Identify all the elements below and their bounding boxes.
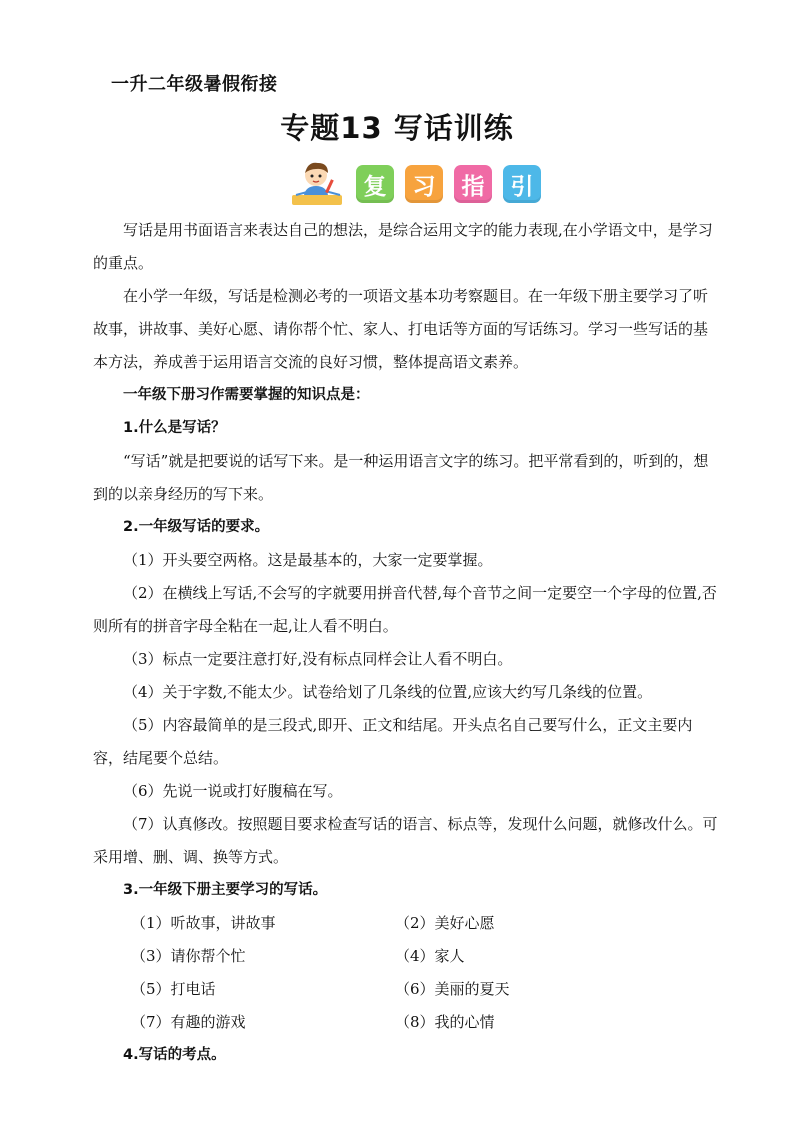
requirement-item: （5）内容最简单的是三段式,即开、正文和结尾。开头点名自己要写什么，正文主要内容，结尾要个总结。 xyxy=(93,716,693,767)
topic-item: （8）我的心情 xyxy=(395,1013,495,1031)
page-title: 专题13 写话训练 xyxy=(280,111,514,145)
requirement-item: （2）在横线上写话,不会写的字就要用拼音代替,每个音节之间一定要空一个字母的位置,否则所有的拼音字母全粘在一起,让人看不明白。 xyxy=(93,584,717,635)
tile-zhi: 指 xyxy=(454,165,492,203)
section-1-body: “写话”就是把要说的话写下来。是一种运用语言文字的练习。把平常看到的，听到的，想到的以亲身经历的写下来。 xyxy=(93,452,709,503)
topic-item: （1）听故事，讲故事 xyxy=(131,914,276,932)
topic-item: （2）美好心愿 xyxy=(395,914,495,932)
section-3-heading: 3.一年级下册主要学习的写话。 xyxy=(123,882,328,898)
series-label: 一升二年级暑假衔接 xyxy=(111,74,278,95)
topic-item: （4）家人 xyxy=(395,947,465,965)
review-guide-banner xyxy=(290,158,552,210)
student-reading-icon xyxy=(290,159,346,209)
knowledge-heading: 一年级下册习作需要掌握的知识点是： xyxy=(123,387,370,403)
requirement-item: （6）先说一说或打好腹稿在写。 xyxy=(123,782,343,800)
intro-paragraph-1: 写话是用书面语言来表达自己的想法，是综合运用文字的能力表现,在小学语文中，是学习的重点。 xyxy=(93,221,713,272)
tile-fu: 复 xyxy=(356,165,394,203)
topic-item: （5）打电话 xyxy=(131,980,216,998)
section-4-heading: 4.写话的考点。 xyxy=(123,1047,226,1063)
tile-yin: 引 xyxy=(503,165,541,203)
topics-grid xyxy=(93,907,721,1039)
topic-item: （7）有趣的游戏 xyxy=(131,1013,246,1031)
section-1-heading: 1.什么是写话？ xyxy=(123,420,226,436)
section-2-heading: 2.一年级写话的要求。 xyxy=(123,519,270,535)
topic-item: （6）美丽的夏天 xyxy=(395,980,510,998)
requirement-item: （7）认真修改。按照题目要求检查写话的语言、标点等，发现什么问题，就修改什么。可采用增、删、调、换等方式。 xyxy=(93,815,718,866)
tile-xi: 习 xyxy=(405,165,443,203)
requirement-item: （4）关于字数,不能太少。试卷给划了几条线的位置,应该大约写几条线的位置。 xyxy=(123,683,653,701)
document-body xyxy=(93,214,721,1072)
requirement-item: （3）标点一定要注意打好,没有标点同样会让人看不明白。 xyxy=(123,650,513,668)
intro-paragraph-2: 在小学一年级，写话是检测必考的一项语文基本功考察题目。在一年级下册主要学习了听故事，讲故事、美好心愿、请你帮个忙、家人、打电话等方面的写话练习。学习一些写话的基本方法，养成善于运用语言交流的良好习惯，整体提高语文素养。 xyxy=(93,287,709,371)
topic-item: （3）请你帮个忙 xyxy=(131,947,246,965)
requirement-item: （1）开头要空两格。这是最基本的，大家一定要掌握。 xyxy=(123,551,493,569)
